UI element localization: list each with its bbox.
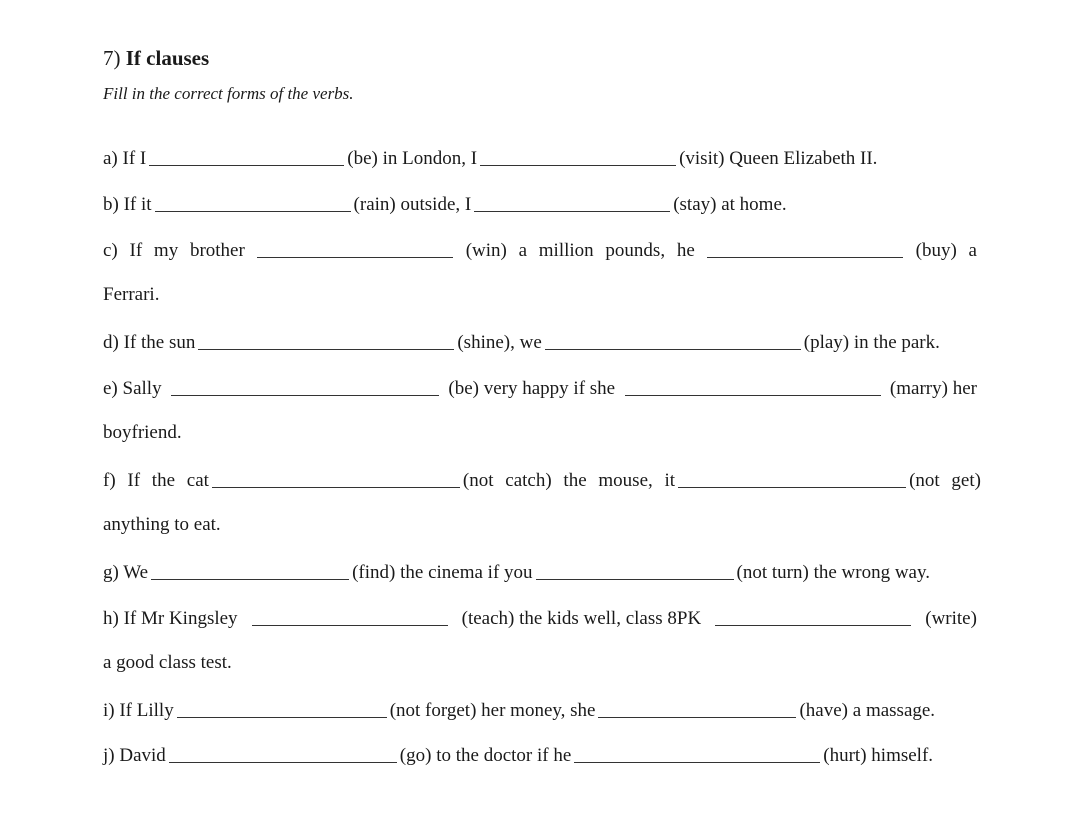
item-h-blank-1[interactable]: [252, 625, 448, 626]
item-j: [103, 743, 977, 767]
item-j-part-1: j) David: [103, 745, 166, 766]
item-e-part-2: (be) very happy if she: [448, 378, 616, 399]
item-f-continuation: anything to eat.: [103, 514, 221, 535]
item-b-part-3: (stay) at home.: [673, 194, 787, 215]
item-a-part-2: (be) in London, I: [347, 148, 478, 169]
item-g-blank-1[interactable]: [151, 579, 349, 580]
item-h-part-1: h) If Mr Kingsley: [103, 608, 238, 629]
exercise-title: If clauses: [125, 46, 210, 70]
item-d-blank-2[interactable]: [545, 349, 801, 350]
item-a-blank-2[interactable]: [480, 165, 676, 166]
item-d-blank-1[interactable]: [198, 349, 454, 350]
item-c-part-1: c) If my brother: [103, 240, 245, 261]
item-d: [103, 330, 977, 354]
item-f-part-2: (not catch) the mouse, it: [462, 470, 676, 491]
item-e-blank-2[interactable]: [625, 395, 881, 396]
item-c-part-2: (win) a million pounds, he: [465, 240, 695, 261]
item-g: [103, 560, 977, 584]
item-i-part-1: i) If Lilly: [103, 700, 174, 721]
item-a-part-1: a) If I: [103, 148, 147, 169]
item-f-part-1: f) If the cat: [103, 470, 209, 491]
item-b-blank-1[interactable]: [155, 211, 351, 212]
item-f-part-3: (not get): [909, 470, 981, 491]
item-d-part-3: (play) in the park.: [803, 332, 940, 353]
exercise-heading: [103, 46, 209, 71]
item-c-continuation: Ferrari.: [103, 284, 160, 305]
item-f-blank-2[interactable]: [678, 487, 906, 488]
item-h-part-2: (teach) the kids well, class 8PK: [461, 608, 702, 629]
item-i-part-3: (have) a massage.: [799, 700, 936, 721]
item-i: [103, 698, 977, 722]
item-d-part-2: (shine), we: [457, 332, 542, 353]
item-b-part-2: (rain) outside, I: [353, 194, 472, 215]
item-h-continuation: a good class test.: [103, 652, 232, 673]
item-i-blank-2[interactable]: [598, 717, 796, 718]
item-f: [103, 468, 981, 492]
item-j-blank-1[interactable]: [169, 762, 397, 763]
item-i-blank-1[interactable]: [177, 717, 387, 718]
item-e-continuation: boyfriend.: [103, 422, 182, 443]
item-f-blank-1[interactable]: [212, 487, 460, 488]
item-c-blank-1[interactable]: [257, 257, 453, 258]
item-j-part-2: (go) to the doctor if he: [399, 745, 572, 766]
exercise-instruction: Fill in the correct forms of the verbs.: [103, 84, 354, 103]
item-d-part-1: d) If the sun: [103, 332, 196, 353]
item-i-part-2: (not forget) her money, she: [389, 700, 596, 721]
item-e: [103, 376, 977, 400]
item-c-part-3: (buy) a: [915, 240, 977, 261]
item-e-part-1: e) Sally: [103, 378, 162, 399]
item-c-blank-2[interactable]: [707, 257, 903, 258]
item-a-part-3: (visit) Queen Elizabeth II.: [679, 148, 878, 169]
item-h: [103, 606, 977, 630]
item-j-blank-2[interactable]: [574, 762, 820, 763]
exercise-number: 7): [103, 46, 121, 70]
item-h-part-3: (write): [925, 608, 977, 629]
item-g-part-2: (find) the cinema if you: [352, 562, 533, 583]
item-a-blank-1[interactable]: [149, 165, 344, 166]
item-b: [103, 192, 977, 216]
item-g-part-3: (not turn) the wrong way.: [736, 562, 931, 583]
item-h-blank-2[interactable]: [715, 625, 911, 626]
item-c: [103, 238, 977, 262]
item-a: [103, 146, 977, 170]
item-b-blank-2[interactable]: [474, 211, 670, 212]
item-g-part-1: g) We: [103, 562, 149, 583]
item-e-blank-1[interactable]: [171, 395, 439, 396]
item-b-part-1: b) If it: [103, 194, 152, 215]
item-e-part-3: (marry) her: [889, 378, 977, 399]
item-j-part-3: (hurt) himself.: [823, 745, 934, 766]
item-g-blank-2[interactable]: [536, 579, 734, 580]
